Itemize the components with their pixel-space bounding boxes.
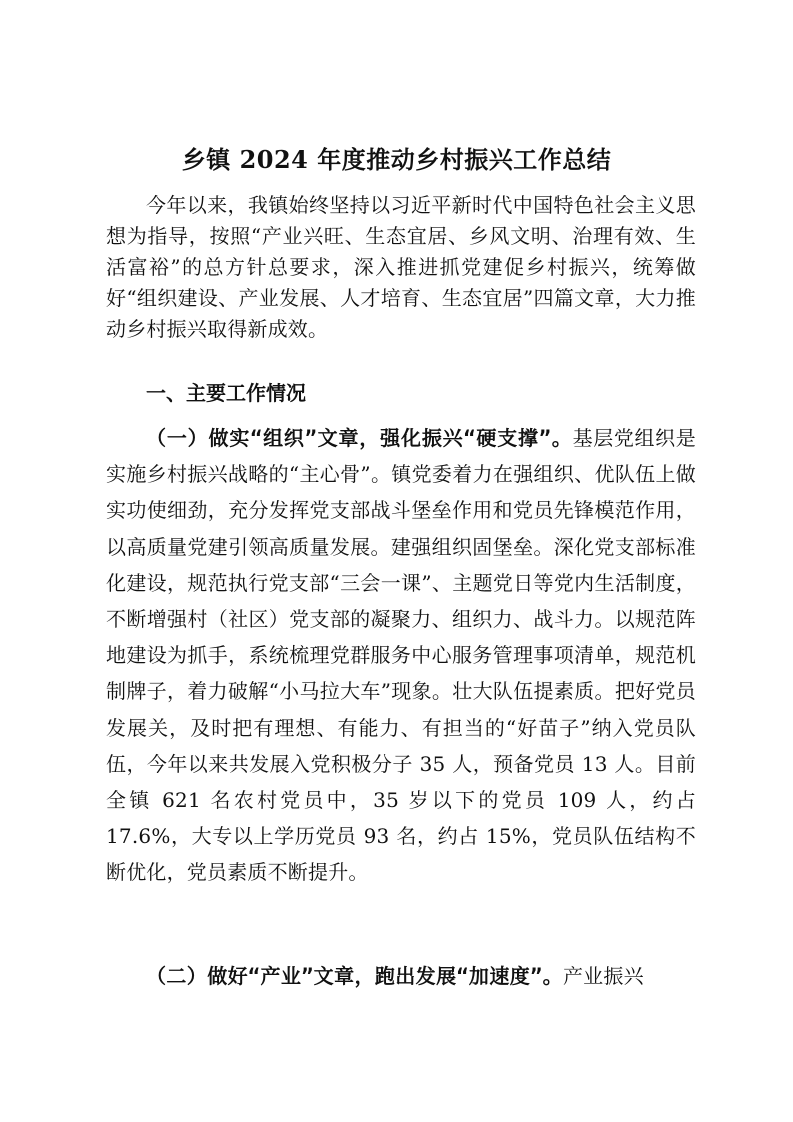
subsection-1-lead: （一）做实“组织”文章，强化振兴“硬支撑”。 — [146, 426, 573, 450]
document-title: 乡镇 2024 年度推动乡村振兴工作总结 — [181, 145, 612, 174]
subsection-1-paragraph — [106, 420, 696, 891]
intro-paragraph: 今年以来，我镇始终坚持以习近平新时代中国特色社会主义思想为指导，按照“产业兴旺、生态宜居、乡风文明、治理有效、生活富裕”的总方针总要求，深入推进抓党建促乡村振兴，统筹做好“组织建设、产业发展、人才培育、生态宜居”四篇文章，大力推动乡村振兴取得新成效。 — [106, 193, 696, 341]
subsection-2-body: 产业振兴 — [562, 964, 644, 988]
subsection-2-lead: （二）做好“产业”文章，跑出发展“加速度”。 — [146, 964, 563, 988]
subsection-1-body: 基层党组织是实施乡村振兴战略的“主心骨”。镇党委着力在强组织、优队伍上做实功使细劲，充分发挥党支部战斗堡垒作用和党员先锋模范作用，以高质量党建引领高质量发展。建强组织固堡垒。深化党支部标准化建设，规范执行党支部“三会一课”、主题党日等党内生活制度，不断增强村（社区）党支部的凝聚力、组织力、战斗力。以规范阵地建设为抓手，系统梳理党群服务中心服务管理事项清单，规范机制牌子，着力破解“小马拉大车”现象。壮大队伍提素质。把好党员发展关，及时把有理想、有能力、有担当的“好苗子”纳入党员队伍，今年以来共发展入党积极分子 35 人，预备党员 13 人。目前全镇 621 名农村党员中，35 岁以下的党员 109 人，约占 17.6%，大专以上学历党员 93 名，约占 15%，党员队伍结构不断优化，党员素质不断提升。 — [106, 426, 696, 885]
section-heading: 一、主要工作情况 — [146, 381, 306, 405]
subsection-2-paragraph — [106, 958, 696, 994]
